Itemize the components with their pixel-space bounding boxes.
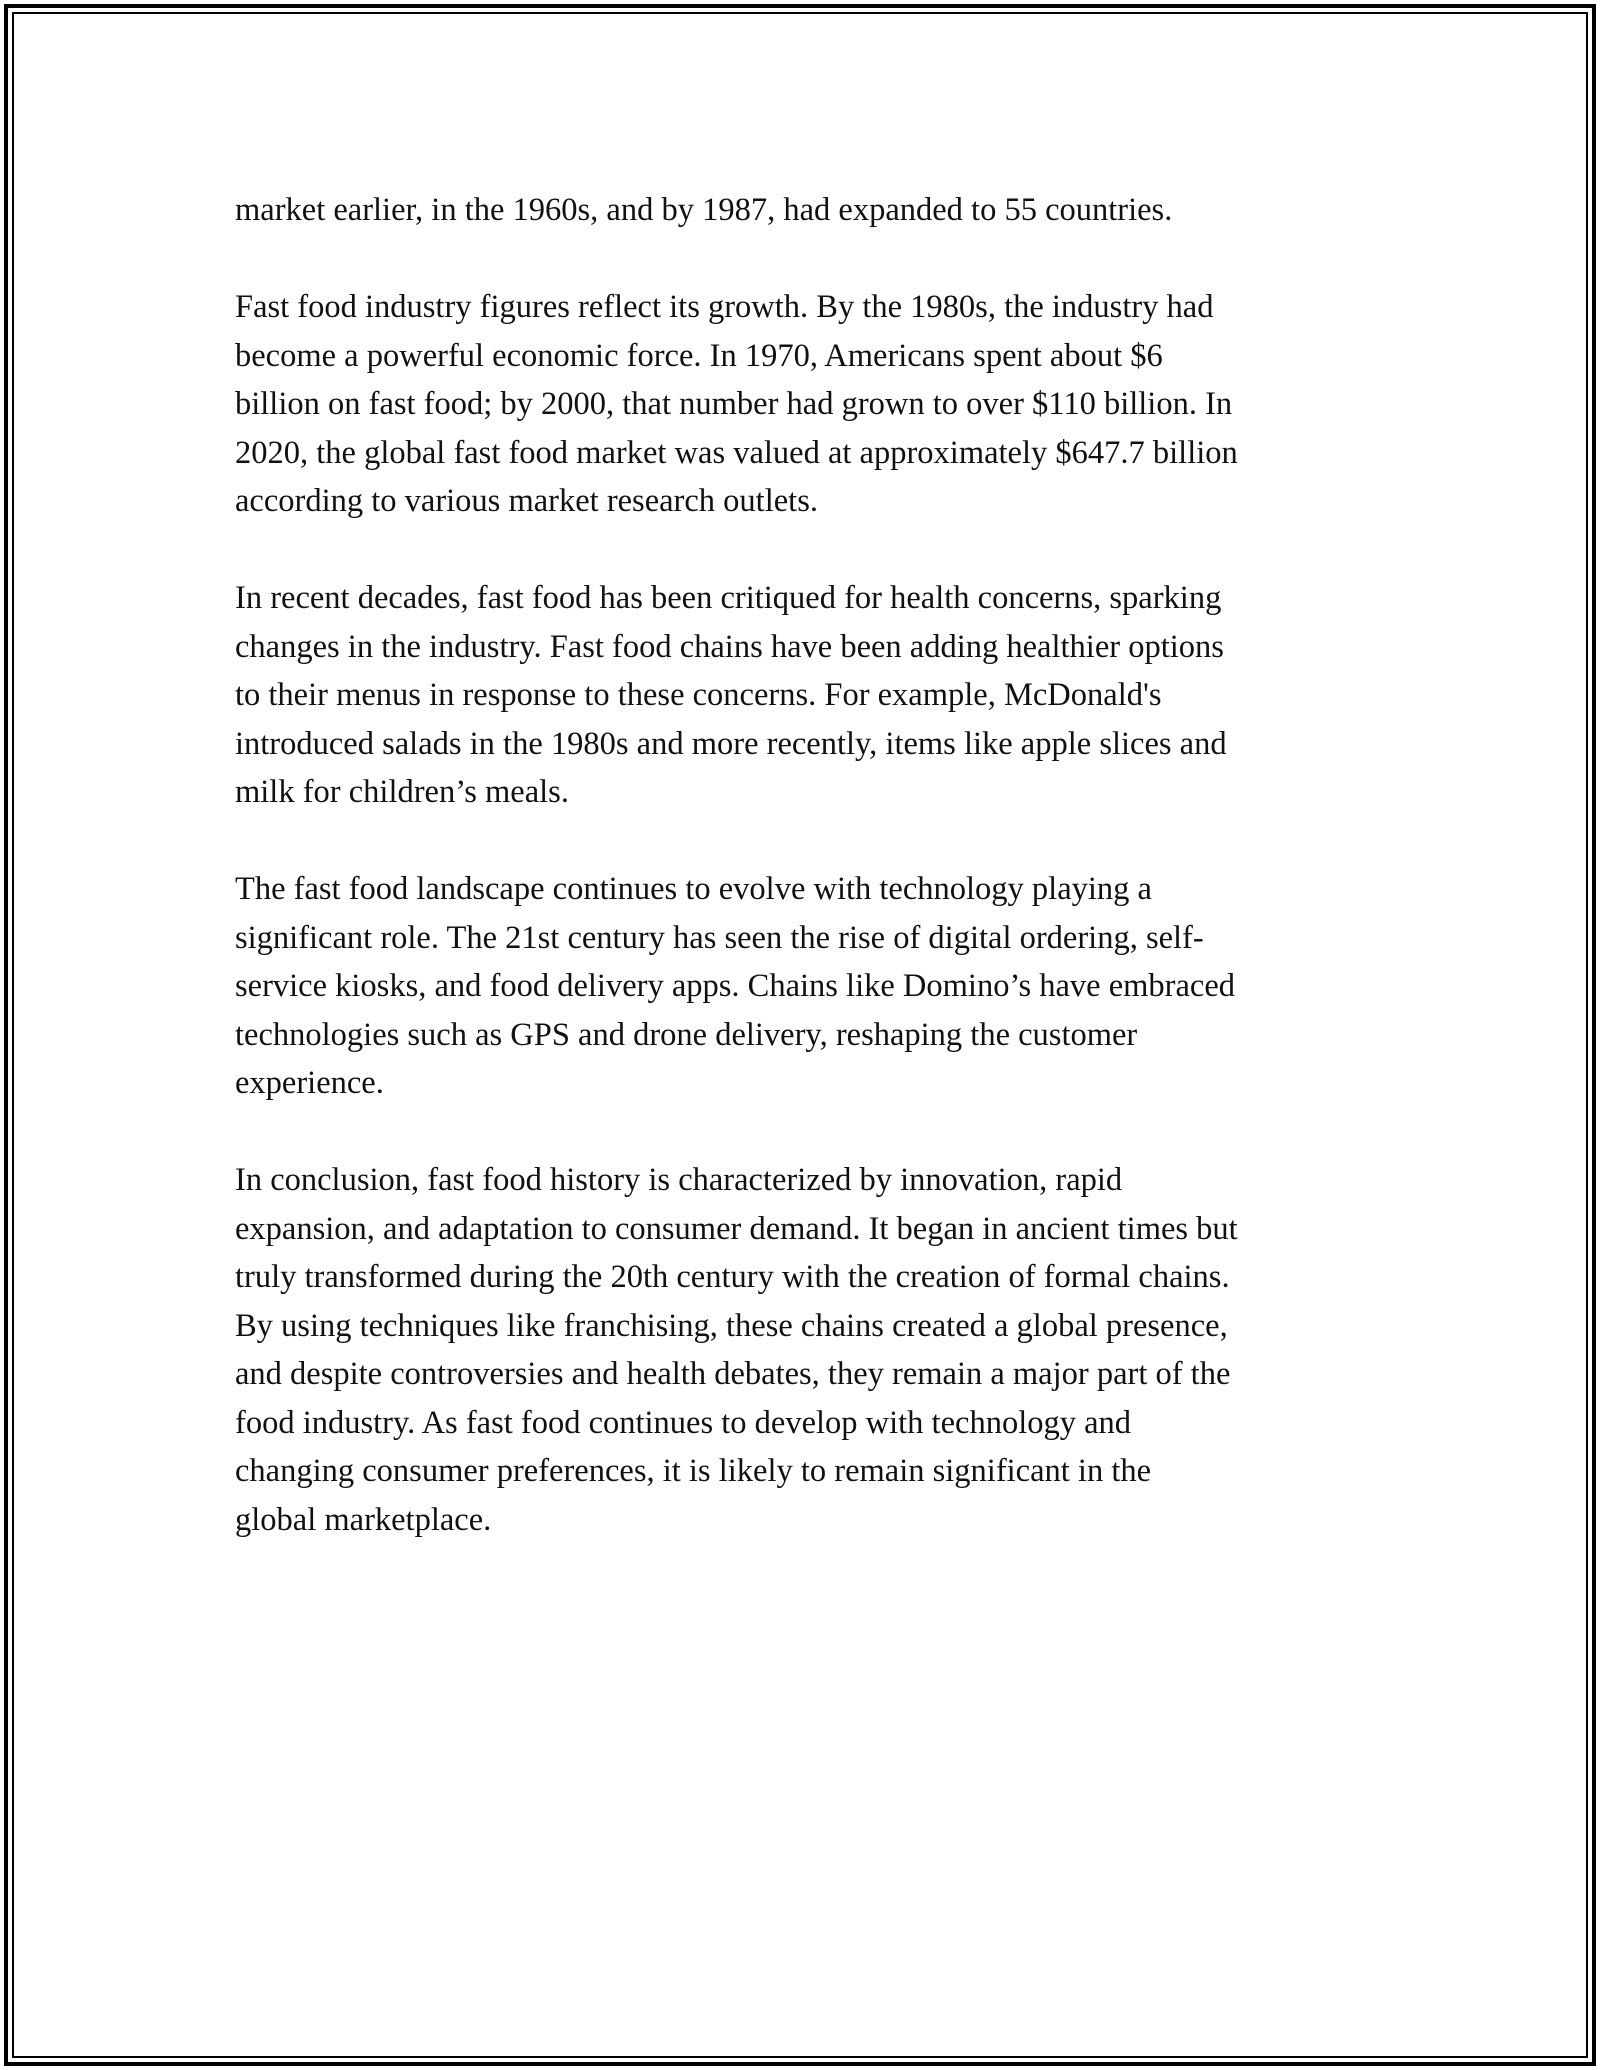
text-line: according to various market research outlets. [235, 483, 818, 519]
paragraph-4 [235, 865, 1375, 1108]
text-line: significant role. The 21st century has seen the rise of digital ordering, self- [235, 919, 1204, 956]
text-line: 2020, the global fast food market was valued at approximately $647.7 billion [235, 434, 1238, 471]
text-line: and despite controversies and health debates, they remain a major part of the [235, 1356, 1231, 1392]
text-line: In conclusion, fast food history is characterized by innovation, rapid [235, 1162, 1123, 1198]
text-line: expansion, and adaptation to consumer demand. It began in ancient times but [235, 1210, 1238, 1247]
text-line: to their menus in response to these concerns. For example, McDonald's [235, 677, 1162, 713]
text-line: global marketplace. [235, 1501, 492, 1538]
paragraph-5 [235, 1156, 1375, 1544]
text-line: technologies such as GPS and drone delivery, reshaping the customer [235, 1016, 1138, 1053]
text-line: In recent decades, fast food has been critiqued for health concerns, sparking [235, 580, 1222, 616]
paragraph-1 [235, 186, 1375, 235]
text-line: changing consumer preferences, it is likely to remain significant in the [235, 1453, 1152, 1489]
text-line: billion on fast food; by 2000, that number had grown to over $110 billion. In [235, 386, 1233, 422]
text-line: The fast food landscape continues to evolve with technology playing a [235, 871, 1152, 907]
text-line: food industry. As fast food continues to develop with technology and [235, 1404, 1132, 1441]
text-line: Fast food industry figures reflect its growth. By the 1980s, the industry had [235, 289, 1214, 325]
text-line: truly transformed during the 20th century with the creation of formal chains. [235, 1259, 1230, 1295]
text-line: experience. [235, 1065, 384, 1101]
text-line: introduced salads in the 1980s and more recently, items like apple slices and [235, 725, 1227, 762]
text-line: market earlier, in the 1960s, and by 1987, had expanded to 55 countries. [235, 192, 1173, 228]
text-line: milk for children’s meals. [235, 774, 569, 810]
paragraph-2 [235, 283, 1375, 526]
paragraph-3 [235, 574, 1375, 817]
document-body [235, 186, 1375, 1593]
text-line: become a powerful economic force. In 1970, Americans spent about $6 [235, 337, 1163, 374]
text-line: changes in the industry. Fast food chains have been adding healthier options [235, 628, 1224, 665]
text-line: service kiosks, and food delivery apps. Chains like Domino’s have embraced [235, 968, 1236, 1004]
text-line: By using techniques like franchising, these chains created a global presence, [235, 1307, 1228, 1344]
